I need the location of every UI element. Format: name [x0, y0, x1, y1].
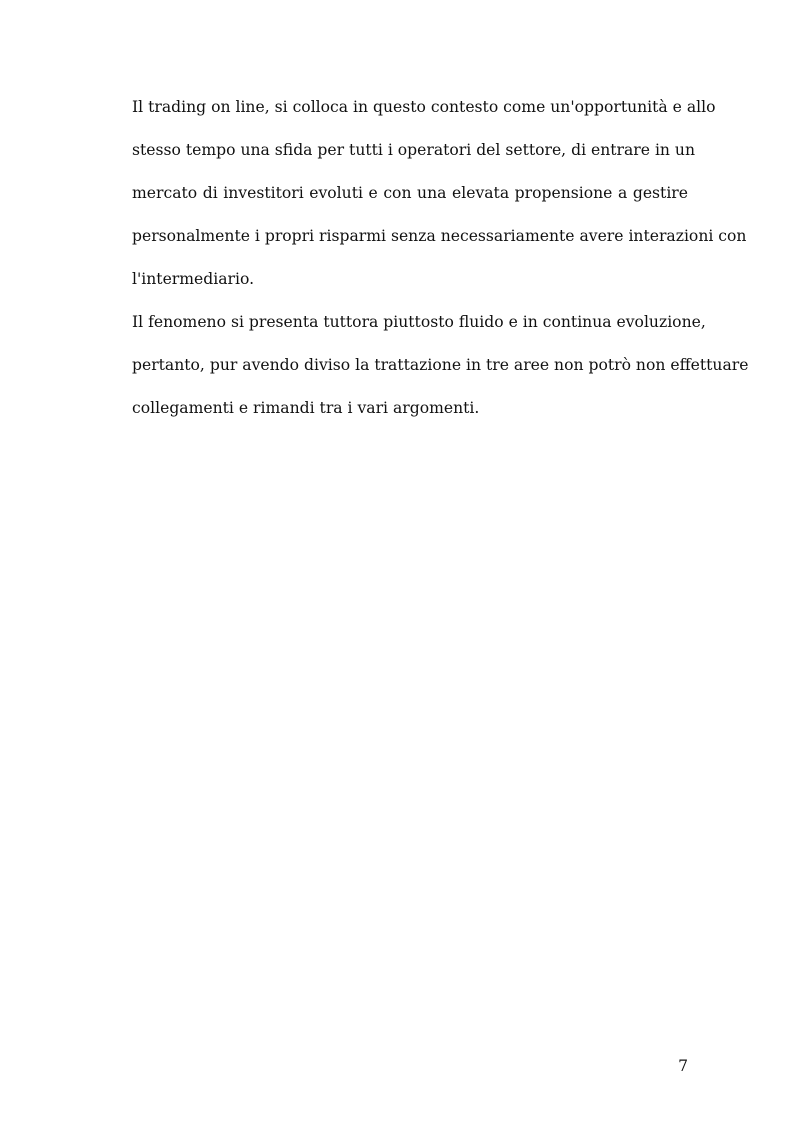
paragraph-line: l'intermediario. — [132, 270, 255, 288]
paragraph-1 — [132, 89, 747, 304]
page-number: 7 — [678, 1057, 688, 1075]
document-body — [132, 89, 749, 433]
paragraph-line: mercato di investitori evoluti e con una elevata propensione a gestire — [132, 184, 688, 202]
paragraph-line: Il fenomeno si presenta tuttora piuttosto fluido e in continua evoluzione, — [132, 313, 706, 331]
paragraph-2 — [132, 304, 749, 433]
paragraph-line: collegamenti e rimandi tra i vari argomenti. — [132, 399, 480, 417]
paragraph-line: stesso tempo una sfida per tutti i operatori del settore, di entrare in un — [132, 141, 696, 159]
paragraph-line: personalmente i propri risparmi senza necessariamente avere interazioni con — [132, 227, 747, 245]
paragraph-line: pertanto, pur avendo diviso la trattazione in tre aree non potrò non effettuare — [132, 356, 749, 374]
paragraph-line: Il trading on line, si colloca in questo contesto come un'opportunità e allo — [132, 98, 716, 116]
